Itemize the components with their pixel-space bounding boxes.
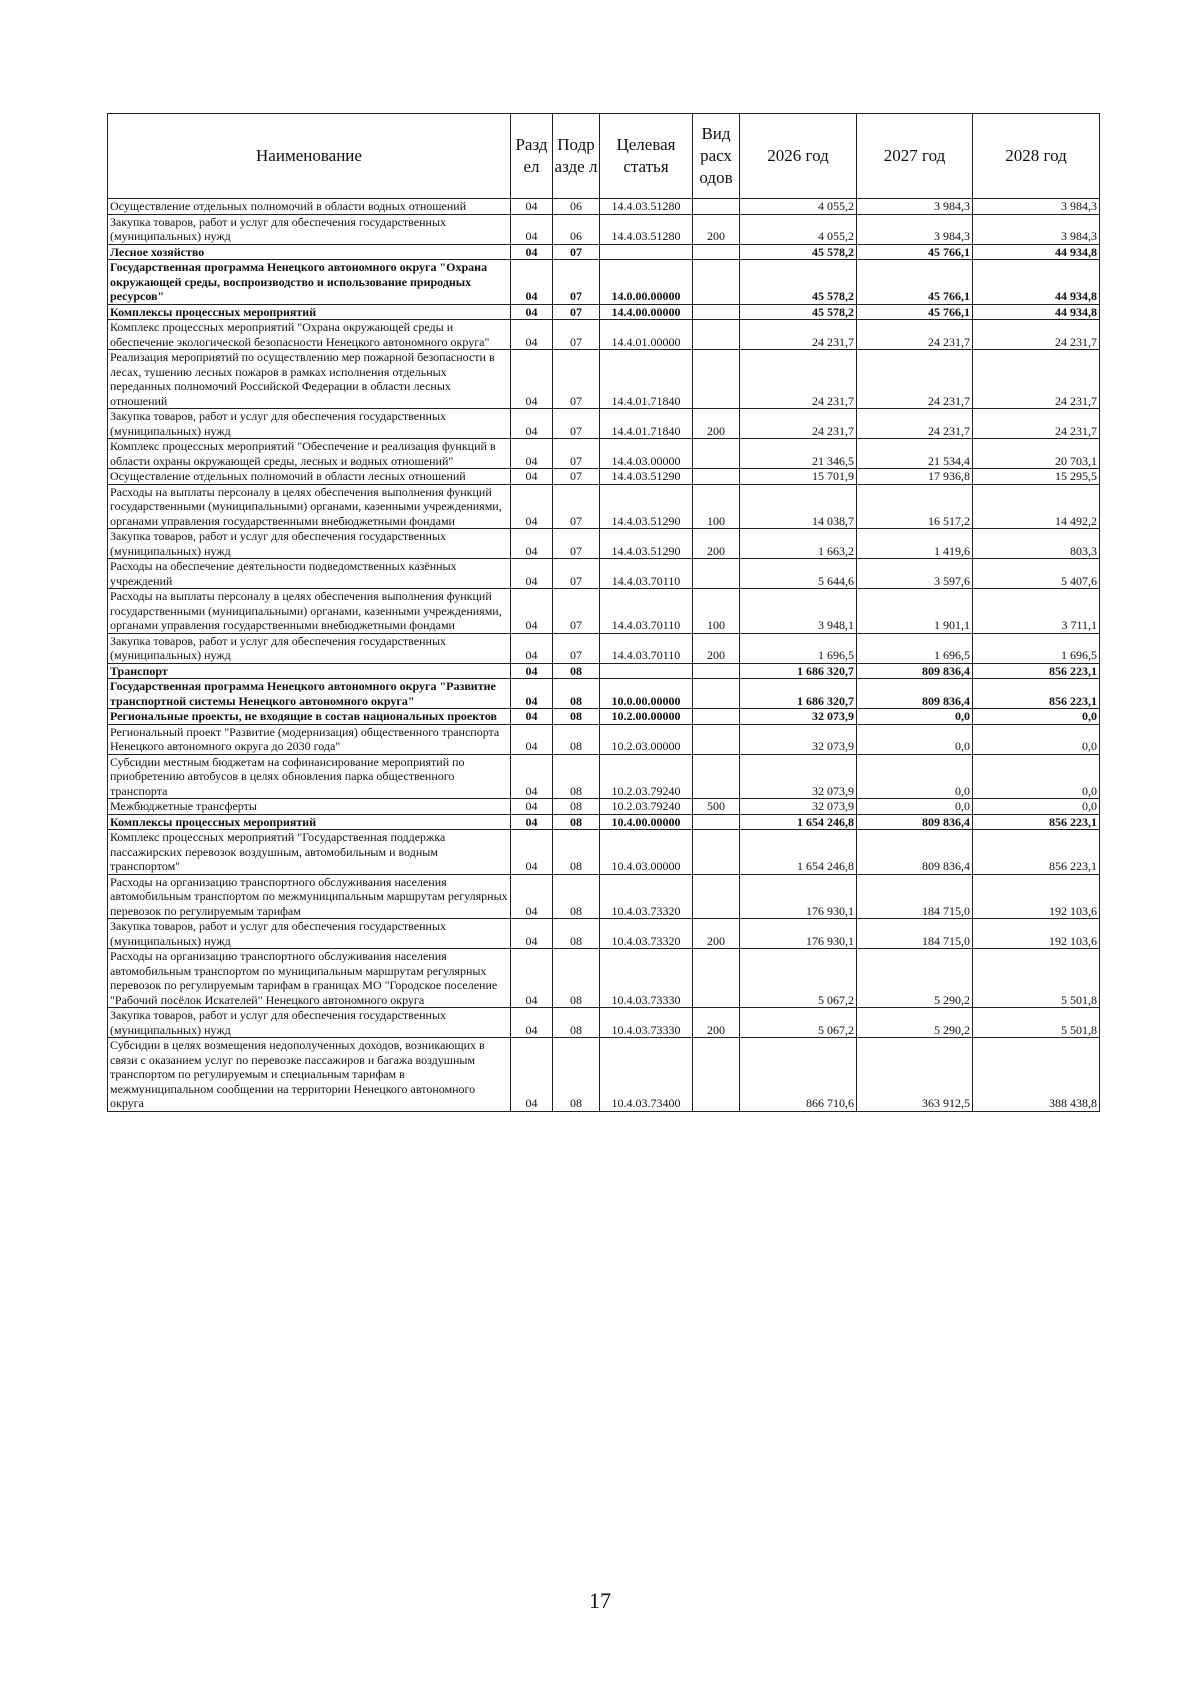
cell-name: Закупка товаров, работ и услуг для обеспечения государственных (муниципальных) нужд	[108, 409, 511, 439]
table-row	[108, 949, 1100, 1008]
cell-razdel: 04	[511, 484, 553, 529]
cell-2027: 184 715,0	[857, 874, 973, 919]
cell-target-article: 14.4.03.70110	[600, 633, 693, 663]
header-expense-type: Вид расх одов	[693, 114, 740, 199]
cell-2026: 176 930,1	[740, 874, 857, 919]
cell-name: Комплекс процессных мероприятий "Государственная поддержка пассажирских перевозок воздушным, автомобильным и водным транспортом"	[108, 830, 511, 875]
header-podrazdel: Подр азде л	[553, 114, 600, 199]
cell-podrazdel: 08	[553, 830, 600, 875]
cell-razdel: 04	[511, 949, 553, 1008]
cell-2028: 0,0	[973, 724, 1100, 754]
cell-2026: 45 578,2	[740, 244, 857, 260]
cell-razdel: 04	[511, 589, 553, 634]
cell-2027: 809 836,4	[857, 830, 973, 875]
cell-name: Государственная программа Ненецкого автономного округа "Развитие транспортной системы Ненецкого автономного округа"	[108, 679, 511, 709]
cell-2026: 24 231,7	[740, 409, 857, 439]
cell-target-article: 14.4.03.51280	[600, 214, 693, 244]
cell-name: Комплекс процессных мероприятий "Обеспечение и реализация функций в области охраны окружающей среды, лесных и водных отношений"	[108, 439, 511, 469]
cell-expense-type: 200	[693, 1008, 740, 1038]
cell-2028: 3 984,3	[973, 199, 1100, 215]
header-2027: 2027 год	[857, 114, 973, 199]
cell-podrazdel: 08	[553, 724, 600, 754]
cell-2027: 45 766,1	[857, 244, 973, 260]
cell-razdel: 04	[511, 1008, 553, 1038]
cell-name: Лесное хозяйство	[108, 244, 511, 260]
table-row	[108, 754, 1100, 799]
cell-2026: 1 654 246,8	[740, 814, 857, 830]
cell-2028: 856 223,1	[973, 830, 1100, 875]
cell-2028: 3 984,3	[973, 214, 1100, 244]
cell-name: Закупка товаров, работ и услуг для обеспечения государственных (муниципальных) нужд	[108, 633, 511, 663]
cell-razdel: 04	[511, 663, 553, 679]
cell-name: Осуществление отдельных полномочий в области водных отношений	[108, 199, 511, 215]
cell-podrazdel: 07	[553, 409, 600, 439]
cell-2028: 0,0	[973, 709, 1100, 725]
cell-razdel: 04	[511, 304, 553, 320]
cell-razdel: 04	[511, 1038, 553, 1112]
cell-name: Комплекс процессных мероприятий "Охрана окружающей среды и обеспечение экологической безопасности Ненецкого автономного округа"	[108, 320, 511, 350]
table-row	[108, 799, 1100, 815]
cell-2027: 3 597,6	[857, 559, 973, 589]
table-header-row	[108, 114, 1100, 199]
cell-2026: 176 930,1	[740, 919, 857, 949]
cell-expense-type	[693, 304, 740, 320]
cell-razdel: 04	[511, 350, 553, 409]
cell-target-article: 14.4.03.70110	[600, 589, 693, 634]
cell-2028: 14 492,2	[973, 484, 1100, 529]
cell-target-article: 14.4.03.00000	[600, 439, 693, 469]
cell-2027: 45 766,1	[857, 260, 973, 305]
table-row	[108, 709, 1100, 725]
cell-2026: 1 654 246,8	[740, 830, 857, 875]
cell-podrazdel: 08	[553, 799, 600, 815]
cell-name: Закупка товаров, работ и услуг для обеспечения государственных (муниципальных) нужд	[108, 529, 511, 559]
cell-expense-type	[693, 874, 740, 919]
cell-name: Государственная программа Ненецкого автономного округа "Охрана окружающей среды, воспроизводство и использование природных ресурсов"	[108, 260, 511, 305]
table-row	[108, 633, 1100, 663]
cell-target-article: 14.4.03.51280	[600, 199, 693, 215]
cell-podrazdel: 07	[553, 529, 600, 559]
cell-2027: 45 766,1	[857, 304, 973, 320]
table-row	[108, 919, 1100, 949]
header-2026: 2026 год	[740, 114, 857, 199]
cell-target-article: 10.4.00.00000	[600, 814, 693, 830]
table-row	[108, 350, 1100, 409]
cell-2027: 0,0	[857, 799, 973, 815]
table-row	[108, 814, 1100, 830]
cell-target-article: 10.2.03.00000	[600, 724, 693, 754]
cell-target-article	[600, 663, 693, 679]
cell-target-article: 10.4.03.73320	[600, 919, 693, 949]
cell-podrazdel: 07	[553, 439, 600, 469]
cell-target-article: 14.4.03.51290	[600, 529, 693, 559]
cell-2027: 21 534,4	[857, 439, 973, 469]
cell-podrazdel: 07	[553, 469, 600, 485]
table-row	[108, 260, 1100, 305]
table-row	[108, 830, 1100, 875]
cell-target-article: 14.4.03.70110	[600, 559, 693, 589]
cell-expense-type: 200	[693, 529, 740, 559]
cell-name: Расходы на организацию транспортного обслуживания населения автомобильным транспортом по межмуниципальным маршрутам регулярных перевозок по регулируемым тарифам	[108, 874, 511, 919]
cell-2028: 15 295,5	[973, 469, 1100, 485]
cell-2026: 4 055,2	[740, 214, 857, 244]
cell-2026: 866 710,6	[740, 1038, 857, 1112]
cell-podrazdel: 07	[553, 244, 600, 260]
cell-target-article: 14.0.00.00000	[600, 260, 693, 305]
cell-target-article: 10.0.00.00000	[600, 679, 693, 709]
cell-2028: 24 231,7	[973, 409, 1100, 439]
cell-podrazdel: 07	[553, 484, 600, 529]
cell-expense-type	[693, 199, 740, 215]
cell-2026: 5 644,6	[740, 559, 857, 589]
cell-2028: 1 696,5	[973, 633, 1100, 663]
table-row	[108, 320, 1100, 350]
cell-2028: 803,3	[973, 529, 1100, 559]
table-row	[108, 663, 1100, 679]
cell-2027: 24 231,7	[857, 350, 973, 409]
cell-2028: 5 407,6	[973, 559, 1100, 589]
cell-2027: 16 517,2	[857, 484, 973, 529]
cell-2028: 192 103,6	[973, 919, 1100, 949]
cell-target-article: 14.4.01.71840	[600, 409, 693, 439]
cell-name: Осуществление отдельных полномочий в области лесных отношений	[108, 469, 511, 485]
cell-target-article: 14.4.01.00000	[600, 320, 693, 350]
cell-2027: 0,0	[857, 754, 973, 799]
cell-expense-type	[693, 320, 740, 350]
cell-2027: 0,0	[857, 724, 973, 754]
cell-2027: 5 290,2	[857, 1008, 973, 1038]
cell-name: Комплексы процессных мероприятий	[108, 814, 511, 830]
cell-razdel: 04	[511, 244, 553, 260]
cell-expense-type	[693, 679, 740, 709]
table-row	[108, 214, 1100, 244]
header-name: Наименование	[108, 114, 511, 199]
cell-name: Региональный проект "Развитие (модернизация) общественного транспорта Ненецкого автономного округа до 2030 года"	[108, 724, 511, 754]
cell-razdel: 04	[511, 754, 553, 799]
cell-expense-type	[693, 439, 740, 469]
cell-2028: 856 223,1	[973, 814, 1100, 830]
cell-podrazdel: 07	[553, 304, 600, 320]
cell-razdel: 04	[511, 799, 553, 815]
cell-target-article: 10.2.00.00000	[600, 709, 693, 725]
cell-2026: 3 948,1	[740, 589, 857, 634]
cell-razdel: 04	[511, 529, 553, 559]
cell-name: Субсидии в целях возмещения недополученных доходов, возникающих в связи с оказанием услуг по перевозке пассажиров и багажа воздушным транспортом по регулируемым и специальным тарифам в межмуниципальном сообщении на территории Ненецкого автономного округа	[108, 1038, 511, 1112]
cell-podrazdel: 07	[553, 260, 600, 305]
cell-2026: 5 067,2	[740, 1008, 857, 1038]
cell-expense-type: 100	[693, 589, 740, 634]
cell-2027: 363 912,5	[857, 1038, 973, 1112]
cell-expense-type	[693, 814, 740, 830]
cell-2026: 32 073,9	[740, 754, 857, 799]
cell-2028: 44 934,8	[973, 260, 1100, 305]
header-target-article: Целевая статья	[600, 114, 693, 199]
cell-2028: 44 934,8	[973, 304, 1100, 320]
cell-2028: 5 501,8	[973, 1008, 1100, 1038]
cell-podrazdel: 07	[553, 633, 600, 663]
cell-expense-type	[693, 350, 740, 409]
table-row	[108, 559, 1100, 589]
cell-2026: 32 073,9	[740, 724, 857, 754]
cell-razdel: 04	[511, 724, 553, 754]
cell-2028: 856 223,1	[973, 663, 1100, 679]
cell-razdel: 04	[511, 679, 553, 709]
cell-2026: 1 663,2	[740, 529, 857, 559]
cell-expense-type	[693, 559, 740, 589]
cell-2026: 24 231,7	[740, 320, 857, 350]
cell-target-article: 10.2.03.79240	[600, 799, 693, 815]
cell-name: Закупка товаров, работ и услуг для обеспечения государственных (муниципальных) нужд	[108, 919, 511, 949]
cell-expense-type	[693, 244, 740, 260]
cell-podrazdel: 08	[553, 709, 600, 725]
cell-2027: 3 984,3	[857, 214, 973, 244]
cell-target-article: 14.4.03.51290	[600, 484, 693, 529]
cell-expense-type	[693, 754, 740, 799]
cell-expense-type	[693, 709, 740, 725]
cell-expense-type: 200	[693, 919, 740, 949]
cell-2027: 184 715,0	[857, 919, 973, 949]
cell-target-article: 10.4.03.73330	[600, 949, 693, 1008]
cell-2027: 1 696,5	[857, 633, 973, 663]
cell-expense-type	[693, 830, 740, 875]
cell-2028: 0,0	[973, 799, 1100, 815]
cell-2028: 5 501,8	[973, 949, 1100, 1008]
cell-razdel: 04	[511, 559, 553, 589]
cell-2028: 856 223,1	[973, 679, 1100, 709]
cell-2026: 21 346,5	[740, 439, 857, 469]
cell-podrazdel: 06	[553, 214, 600, 244]
cell-expense-type: 500	[693, 799, 740, 815]
cell-2027: 1 901,1	[857, 589, 973, 634]
table-row	[108, 484, 1100, 529]
cell-2027: 24 231,7	[857, 320, 973, 350]
cell-name: Расходы на выплаты персоналу в целях обеспечения выполнения функций государственными (муниципальными) органами, казенными учреждениями, органами управления государственными внебюджетными фондами	[108, 484, 511, 529]
cell-name: Субсидии местным бюджетам на софинансирование мероприятий по приобретению автобусов в целях обновления парка общественного транспорта	[108, 754, 511, 799]
cell-razdel: 04	[511, 320, 553, 350]
cell-podrazdel: 08	[553, 919, 600, 949]
cell-target-article	[600, 244, 693, 260]
cell-razdel: 04	[511, 830, 553, 875]
cell-razdel: 04	[511, 709, 553, 725]
cell-expense-type	[693, 724, 740, 754]
table-row	[108, 679, 1100, 709]
budget-table	[107, 113, 1100, 1112]
cell-2027: 5 290,2	[857, 949, 973, 1008]
cell-podrazdel: 08	[553, 754, 600, 799]
cell-podrazdel: 08	[553, 949, 600, 1008]
cell-2026: 15 701,9	[740, 469, 857, 485]
table-row	[108, 244, 1100, 260]
header-2028: 2028 год	[973, 114, 1100, 199]
cell-2026: 1 696,5	[740, 633, 857, 663]
cell-name: Расходы на обеспечение деятельности подведомственных казённых учреждений	[108, 559, 511, 589]
page-number: 17	[589, 1588, 611, 1613]
cell-2026: 24 231,7	[740, 350, 857, 409]
cell-target-article: 10.2.03.79240	[600, 754, 693, 799]
cell-podrazdel: 08	[553, 663, 600, 679]
cell-2028: 44 934,8	[973, 244, 1100, 260]
cell-2027: 809 836,4	[857, 814, 973, 830]
cell-podrazdel: 06	[553, 199, 600, 215]
cell-2028: 20 703,1	[973, 439, 1100, 469]
cell-name: Реализация мероприятий по осуществлению мер пожарной безопасности в лесах, тушению лесных пожаров в рамках исполнения отдельных переданных полномочий Российской Федерации в области лесных отношений	[108, 350, 511, 409]
cell-target-article: 14.4.03.51290	[600, 469, 693, 485]
cell-target-article: 10.4.03.73330	[600, 1008, 693, 1038]
cell-2027: 17 936,8	[857, 469, 973, 485]
cell-expense-type	[693, 663, 740, 679]
cell-name: Закупка товаров, работ и услуг для обеспечения государственных (муниципальных) нужд	[108, 214, 511, 244]
table-row	[108, 874, 1100, 919]
cell-expense-type	[693, 469, 740, 485]
cell-target-article: 10.4.03.73400	[600, 1038, 693, 1112]
cell-razdel: 04	[511, 409, 553, 439]
cell-podrazdel: 08	[553, 679, 600, 709]
cell-name: Межбюджетные трансферты	[108, 799, 511, 815]
cell-podrazdel: 08	[553, 814, 600, 830]
cell-razdel: 04	[511, 469, 553, 485]
cell-2027: 809 836,4	[857, 663, 973, 679]
cell-name: Комплексы процессных мероприятий	[108, 304, 511, 320]
cell-podrazdel: 08	[553, 1038, 600, 1112]
table-row	[108, 1008, 1100, 1038]
cell-target-article: 14.4.01.71840	[600, 350, 693, 409]
cell-2026: 45 578,2	[740, 260, 857, 305]
table-body	[108, 199, 1100, 1112]
cell-name: Региональные проекты, не входящие в состав национальных проектов	[108, 709, 511, 725]
cell-2026: 1 686 320,7	[740, 679, 857, 709]
cell-podrazdel: 07	[553, 559, 600, 589]
header-razdel: Разд ел	[511, 114, 553, 199]
cell-razdel: 04	[511, 214, 553, 244]
cell-expense-type	[693, 1038, 740, 1112]
cell-razdel: 04	[511, 919, 553, 949]
table-row	[108, 199, 1100, 215]
cell-2027: 24 231,7	[857, 409, 973, 439]
cell-podrazdel: 08	[553, 1008, 600, 1038]
cell-podrazdel: 08	[553, 874, 600, 919]
table-row	[108, 439, 1100, 469]
cell-2028: 24 231,7	[973, 320, 1100, 350]
cell-razdel: 04	[511, 260, 553, 305]
cell-2027: 809 836,4	[857, 679, 973, 709]
cell-2028: 388 438,8	[973, 1038, 1100, 1112]
cell-name: Закупка товаров, работ и услуг для обеспечения государственных (муниципальных) нужд	[108, 1008, 511, 1038]
cell-2026: 5 067,2	[740, 949, 857, 1008]
table-row	[108, 589, 1100, 634]
cell-2027: 0,0	[857, 709, 973, 725]
cell-2026: 45 578,2	[740, 304, 857, 320]
cell-podrazdel: 07	[553, 589, 600, 634]
cell-expense-type	[693, 260, 740, 305]
cell-razdel: 04	[511, 439, 553, 469]
cell-2026: 4 055,2	[740, 199, 857, 215]
cell-2028: 3 711,1	[973, 589, 1100, 634]
cell-target-article: 10.4.03.73320	[600, 874, 693, 919]
cell-2028: 24 231,7	[973, 350, 1100, 409]
table-row	[108, 724, 1100, 754]
table-row	[108, 304, 1100, 320]
cell-podrazdel: 07	[553, 350, 600, 409]
table-row	[108, 529, 1100, 559]
cell-name: Транспорт	[108, 663, 511, 679]
cell-razdel: 04	[511, 814, 553, 830]
cell-2028: 192 103,6	[973, 874, 1100, 919]
cell-2026: 14 038,7	[740, 484, 857, 529]
cell-expense-type: 200	[693, 214, 740, 244]
cell-name: Расходы на выплаты персоналу в целях обеспечения выполнения функций государственными (муниципальными) органами, казенными учреждениями, органами управления государственными внебюджетными фондами	[108, 589, 511, 634]
cell-razdel: 04	[511, 633, 553, 663]
cell-razdel: 04	[511, 874, 553, 919]
cell-2028: 0,0	[973, 754, 1100, 799]
table-row	[108, 469, 1100, 485]
cell-expense-type	[693, 949, 740, 1008]
cell-expense-type: 200	[693, 409, 740, 439]
cell-target-article: 10.4.03.00000	[600, 830, 693, 875]
cell-2026: 32 073,9	[740, 709, 857, 725]
cell-2026: 1 686 320,7	[740, 663, 857, 679]
cell-name: Расходы на организацию транспортного обслуживания населения автомобильным транспортом по муниципальным маршрутам регулярных перевозок по регулируемым тарифам в границах МО "Городское поселение "Рабочий посёлок Искателей" Ненецкого автономного округа	[108, 949, 511, 1008]
table-row	[108, 409, 1100, 439]
cell-podrazdel: 07	[553, 320, 600, 350]
cell-expense-type: 100	[693, 484, 740, 529]
cell-razdel: 04	[511, 199, 553, 215]
cell-2027: 1 419,6	[857, 529, 973, 559]
cell-2027: 3 984,3	[857, 199, 973, 215]
cell-2026: 32 073,9	[740, 799, 857, 815]
table-row	[108, 1038, 1100, 1112]
cell-expense-type: 200	[693, 633, 740, 663]
cell-target-article: 14.4.00.00000	[600, 304, 693, 320]
